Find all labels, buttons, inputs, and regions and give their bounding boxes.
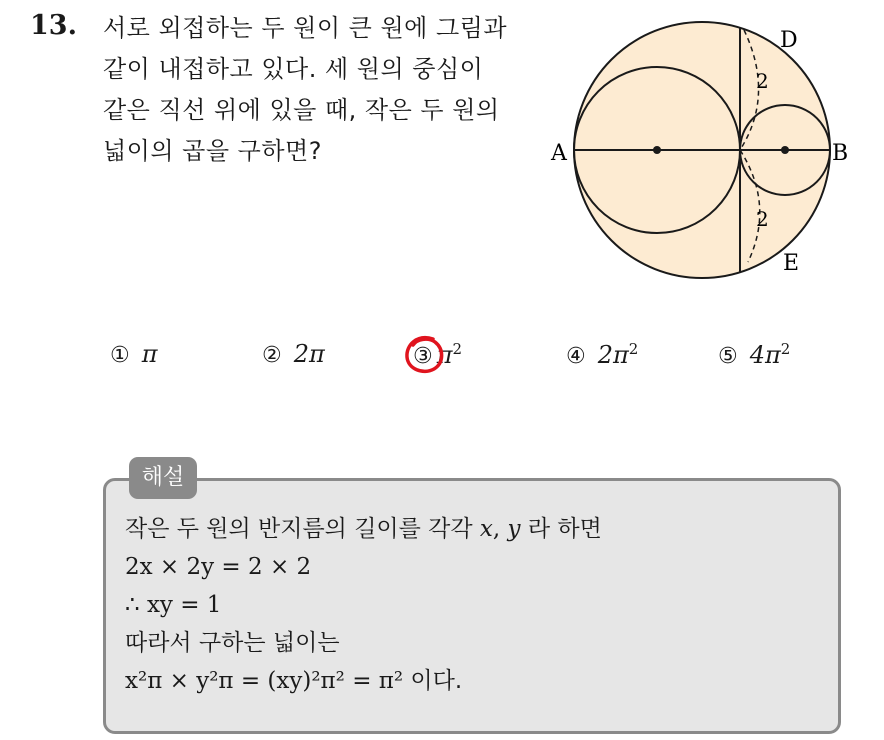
choice-value: π [436,341,453,369]
solution-tag: 해설 [129,457,197,499]
solution-text-segment: , [492,516,508,542]
solution-line-5 [125,662,825,700]
choice-number: ③ [413,344,433,369]
solution-line-4: 따라서 구하는 넓이는 [125,630,340,656]
choice-number: ④ [566,344,586,369]
answer-circle-mark [403,333,447,377]
choice-5[interactable] [718,340,790,369]
variable-y: y [507,516,521,542]
label-d: D [780,28,798,53]
choice-number: ① [110,343,130,368]
solution-equation: x²π × y²π = (xy)²π² = π² [125,668,404,694]
choice-value: 2π [293,340,325,368]
solution-text-segment: 작은 두 원의 반지름의 길이를 각각 [125,516,480,542]
choice-value: π [141,340,158,368]
question-line: 같이 내접하고 있다. 세 원의 중심이 [103,55,484,83]
label-e: E [783,251,800,276]
solution-text-segment: 라 하면 [520,516,602,542]
choice-value: 4π [749,341,781,369]
question-line: 같은 직선 위에 있을 때, 작은 두 원의 [103,96,500,124]
length-label-top: 2 [756,69,769,93]
length-label-bottom: 2 [756,207,769,231]
choice-exponent: 2 [452,340,463,358]
solution-line-3: ∴ xy = 1 [125,592,222,618]
label-a: A [551,141,567,166]
question-number: 13. [30,10,77,41]
choice-value: 2π [597,341,629,369]
label-b: B [832,141,849,166]
choice-number: ⑤ [718,344,738,369]
solution-text-segment: 이다. [403,668,463,694]
geometry-figure [545,8,875,298]
solution-line-2: 2x × 2y = 2 × 2 [125,554,312,580]
center-point-middle [653,146,661,154]
solution-line-1 [125,510,825,548]
question-line: 넓이의 곱을 구하면? [103,137,322,165]
center-point-small [781,146,789,154]
choice-exponent: 2 [628,340,639,358]
choice-4[interactable] [566,340,638,369]
variable-x: x [479,516,493,542]
choice-number: ② [262,343,282,368]
question-text [103,8,543,172]
solution-text [125,510,825,700]
question-line: 서로 외접하는 두 원이 큰 원에 그림과 [103,14,508,42]
choice-2[interactable] [262,340,325,368]
choice-exponent: 2 [780,340,791,358]
choice-1[interactable] [110,340,158,368]
